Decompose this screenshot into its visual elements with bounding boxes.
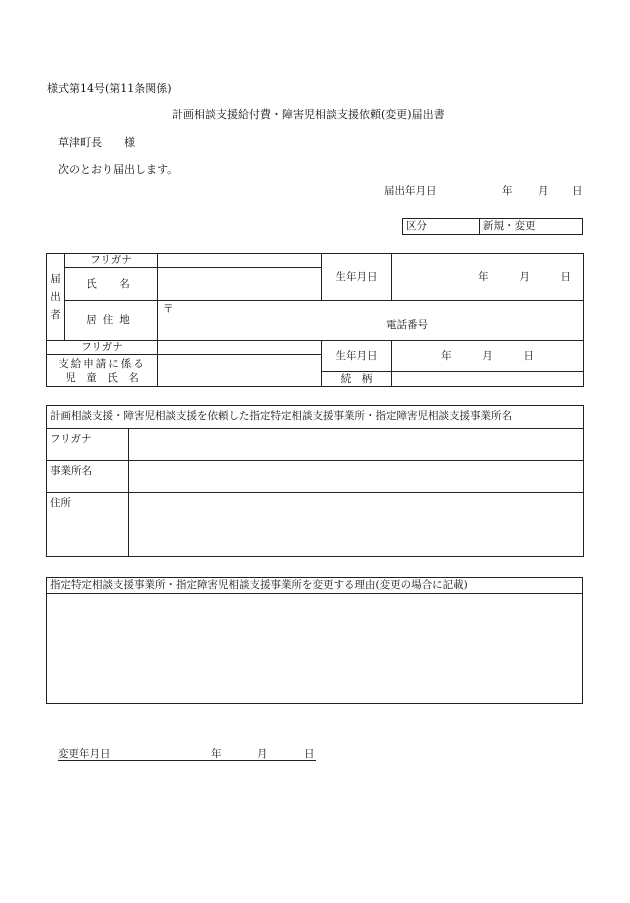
form-number: 様式第14号(第11条関係) bbox=[47, 82, 172, 95]
change-date-month: 月 bbox=[257, 748, 268, 760]
applicant-address-label bbox=[65, 301, 158, 341]
applicant-table bbox=[46, 253, 584, 387]
change-date-line[interactable] bbox=[58, 746, 316, 761]
category-value[interactable]: 新規・変更 bbox=[480, 219, 583, 235]
intro-text: 次のとおり届出します。 bbox=[58, 163, 179, 176]
applicant-name-text: 氏 名 bbox=[86, 277, 136, 290]
page-title: 計画相談支援給付費・障害児相談支援依頼(変更)届出書 bbox=[172, 108, 445, 121]
applicant-address-field[interactable] bbox=[158, 301, 584, 341]
addressee: 草津町長 様 bbox=[58, 136, 135, 149]
child-dob-year: 年 bbox=[441, 349, 452, 362]
reason-header: 指定特定相談支援事業所・指定障害児相談支援事業所を変更する理由(変更の場合に記載) bbox=[47, 578, 583, 594]
change-date-label: 変更年月日 bbox=[58, 748, 111, 760]
child-dob-day: 日 bbox=[523, 349, 534, 362]
reason-table bbox=[46, 577, 583, 704]
child-name-input[interactable] bbox=[158, 355, 322, 387]
applicant-address-text: 居住地 bbox=[86, 314, 136, 327]
applicant-furigana-input[interactable] bbox=[158, 254, 322, 268]
postal-mark: 〒 bbox=[163, 303, 174, 316]
child-name-label-line1: 支給申請に係る bbox=[58, 357, 146, 370]
change-date-year: 年 bbox=[211, 748, 222, 760]
office-address-label: 住所 bbox=[47, 493, 129, 557]
applicant-dob-month: 月 bbox=[519, 270, 530, 283]
child-dob-month: 月 bbox=[482, 349, 493, 362]
applicant-dob-day: 日 bbox=[560, 270, 571, 283]
child-furigana-input[interactable] bbox=[158, 341, 322, 355]
relation-input[interactable] bbox=[392, 372, 584, 387]
applicant-dob-year: 年 bbox=[478, 270, 489, 283]
office-furigana-label: フリガナ bbox=[47, 429, 129, 461]
child-furigana-label: フリガナ bbox=[47, 341, 158, 355]
submission-date-month[interactable]: 月 bbox=[538, 185, 549, 197]
child-dob-field[interactable] bbox=[392, 341, 584, 372]
applicant-name-label bbox=[65, 268, 158, 301]
change-date-day: 日 bbox=[304, 748, 315, 760]
applicant-dob-field[interactable] bbox=[392, 254, 584, 301]
applicant-furigana-label: フリガナ bbox=[65, 254, 158, 268]
applicant-name-input[interactable] bbox=[158, 268, 322, 301]
applicant-section-label bbox=[47, 254, 65, 341]
phone-label: 電話番号 bbox=[386, 319, 428, 332]
relation-label: 続 柄 bbox=[322, 372, 392, 387]
child-name-label-line2: 児 童 氏 名 bbox=[65, 371, 139, 384]
submission-date-day[interactable]: 日 bbox=[572, 185, 583, 197]
reason-input[interactable] bbox=[47, 594, 583, 704]
office-header: 計画相談支援・障害児相談支援を依頼した指定特定相談支援事業所・指定障害児相談支援事業所名 bbox=[47, 406, 584, 429]
office-furigana-input[interactable] bbox=[129, 429, 584, 461]
applicant-dob-label: 生年月日 bbox=[322, 254, 392, 301]
office-table bbox=[46, 405, 584, 557]
child-name-label bbox=[47, 355, 158, 387]
office-name-label: 事業所名 bbox=[47, 461, 129, 493]
child-dob-label: 生年月日 bbox=[322, 341, 392, 372]
office-address-input[interactable] bbox=[129, 493, 584, 557]
category-label: 区分 bbox=[403, 219, 480, 235]
category-box bbox=[402, 218, 583, 235]
applicant-section-text: 届出者 bbox=[50, 273, 61, 322]
office-name-input[interactable] bbox=[129, 461, 584, 493]
submission-date-label: 届出年月日 bbox=[384, 185, 437, 197]
submission-date-year[interactable]: 年 bbox=[502, 185, 513, 197]
